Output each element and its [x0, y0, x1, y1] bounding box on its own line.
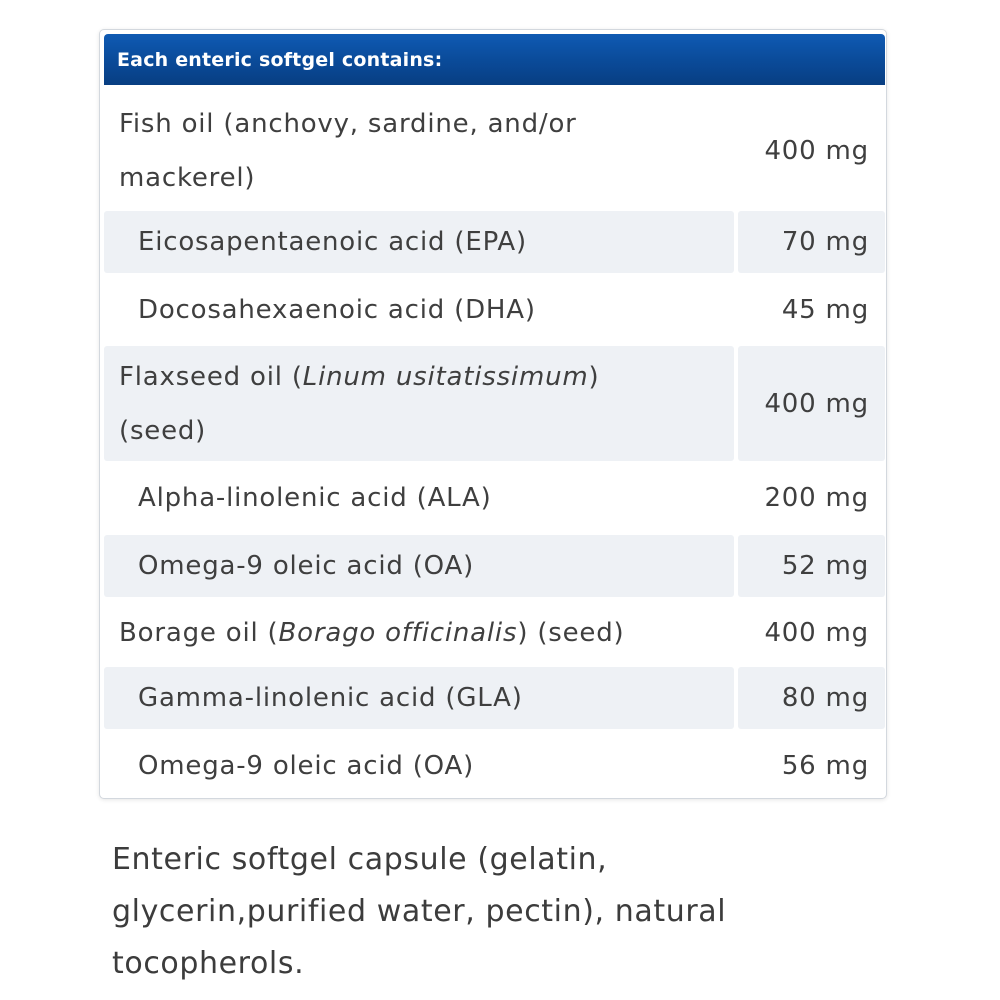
ingredient-amount-gla: 80 mg	[738, 667, 885, 729]
latin-name: Linum usitatissimum	[302, 361, 589, 392]
ingredient-name: Flaxseed oil (Linum usitatissimum) (seed)	[119, 361, 600, 446]
ingredient-name-gla: Gamma-linolenic acid (GLA)	[104, 667, 734, 729]
ingredient-amount-fish-oil: 400 mg	[764, 136, 869, 166]
ingredient-name-ala: Alpha-linolenic acid (ALA)	[138, 483, 492, 513]
latin-name: Borago officinalis	[278, 618, 518, 648]
ingredient-name-dha: Docosahexaenoic acid (DHA)	[138, 295, 536, 325]
other-ingredients-text: Enteric softgel capsule (gelatin, glycerin,purified water, pectin), natural tocopherols.	[112, 842, 727, 981]
table-header	[104, 34, 885, 85]
ingredient-name-borage-oil	[104, 602, 734, 664]
ingredient-name: Borage oil (Borago officinalis) (seed)	[119, 618, 625, 648]
ingredient-name-fish-oil	[104, 96, 734, 206]
ingredient-amount-ala: 200 mg	[764, 483, 869, 513]
table-header-title: Each enteric softgel contains:	[117, 48, 443, 71]
ingredient-amount-borage-oil: 400 mg	[764, 618, 869, 648]
ingredient-amount-flaxseed-oil: 400 mg	[738, 346, 885, 461]
ingredient-name-epa: Eicosapentaenoic acid (EPA)	[104, 211, 734, 273]
ingredient-amount-oa-1: 52 mg	[738, 535, 885, 597]
ingredient-name-oa-2: Omega-9 oleic acid (OA)	[138, 751, 475, 781]
ingredient-amount-oa-2: 56 mg	[781, 751, 869, 781]
ingredient-name: Fish oil (anchovy, sardine, and/or mackerel)	[119, 109, 577, 193]
ingredient-name-flaxseed-oil	[104, 346, 734, 461]
ingredient-amount-epa: 70 mg	[738, 211, 885, 273]
ingredient-amount-dha: 45 mg	[781, 295, 869, 325]
ingredient-name-oa-1: Omega-9 oleic acid (OA)	[104, 535, 734, 597]
